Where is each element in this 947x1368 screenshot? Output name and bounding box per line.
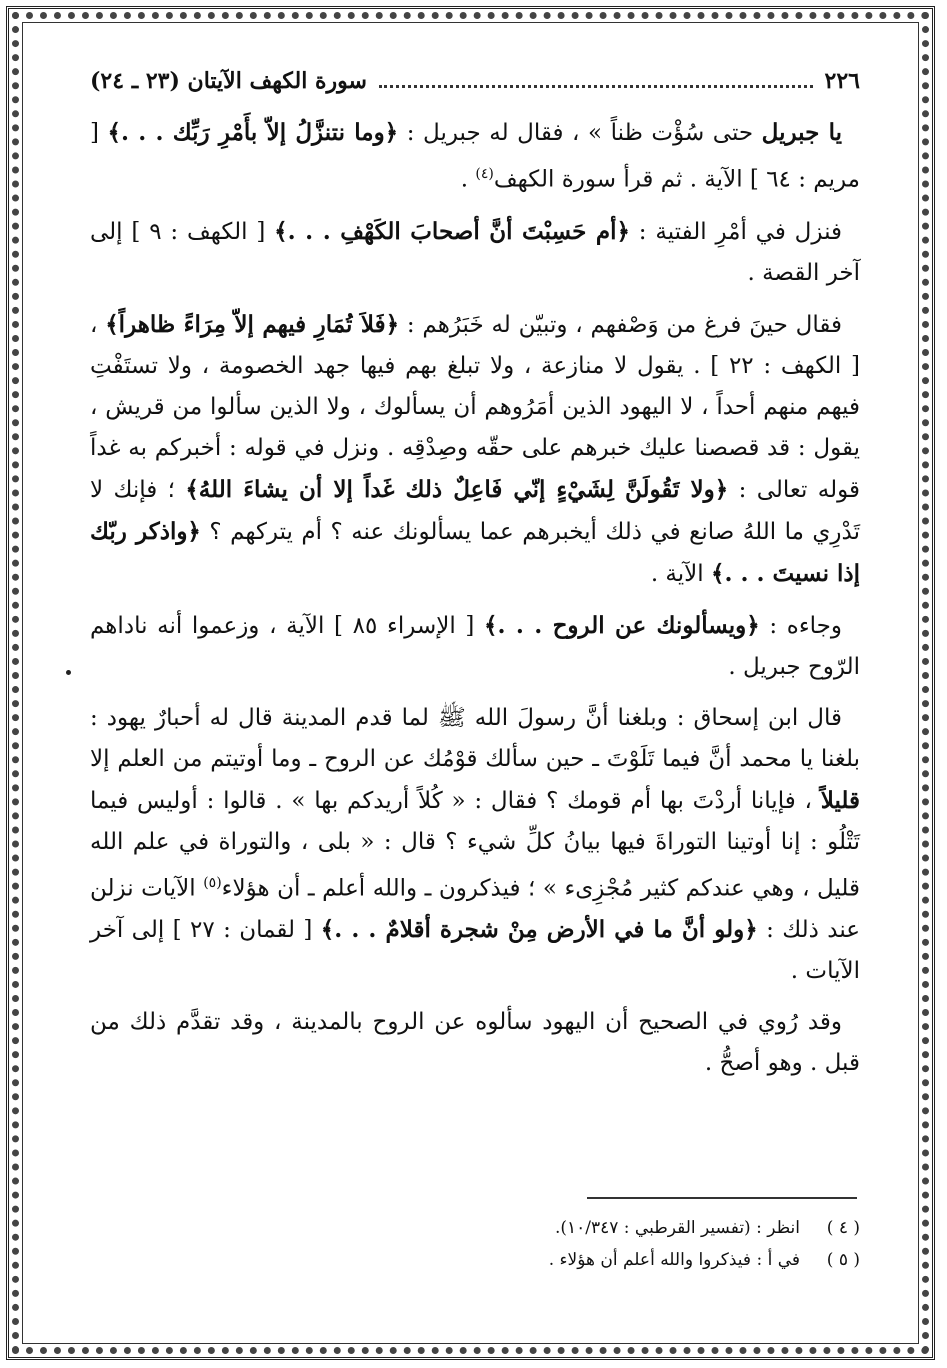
quran-quote: ﴿فَلاَ تُمَارِ فيهم إلاّ مِرَاءً ظاهراً﴾ <box>105 310 400 338</box>
page-content <box>90 68 860 1094</box>
running-head <box>90 68 860 112</box>
body-text <box>90 112 860 1084</box>
quran-quote: ﴿ويسألونك عن الروح . . .﴾ <box>484 611 760 639</box>
header-dot-leader <box>379 85 813 88</box>
footnote-number: ( ٤ ) <box>826 1218 860 1238</box>
paragraph-p6 <box>90 1002 860 1084</box>
quran-quote: قليلاً <box>820 786 860 814</box>
footnote-text: انظر : (تفسير القرطبي : ١٠/٣٤٧). <box>554 1218 800 1238</box>
paragraph-p5 <box>90 698 860 993</box>
paragraph-p2 <box>90 211 860 294</box>
paragraph-text: [ لقمان : ٢٧ ] إلى آخر الآيات . <box>90 917 860 985</box>
quran-quote: ﴿أم حَسِبْتَ أنَّ أصحابَ الكَهْفِ . . .﴾ <box>274 217 630 245</box>
page-number: ٢٢٦ <box>824 68 860 94</box>
paragraph-p1 <box>90 112 860 201</box>
paragraph-p3 <box>90 304 860 595</box>
paragraph-text: وجاءه : <box>759 612 842 639</box>
quran-quote: ﴿ولا تَقُولَنَّ لِشَيْءٍ إنّي فَاعِلٌ ذلك غَداً إلا أن يشاءَ اللهُ﴾ <box>185 475 729 503</box>
footnotes <box>90 1212 860 1276</box>
paragraph-text: [ الكهف : ٩ ] إلى آخر القصة . <box>90 218 860 286</box>
footnote-item <box>90 1244 860 1276</box>
paragraph-p4 <box>90 605 860 688</box>
quran-quote: ﴿ولو أنَّ ما في الأرض مِنْ شجرة أقلامٌ . . .﴾ <box>320 916 758 944</box>
footnote-item <box>90 1212 860 1244</box>
footnote-rule <box>587 1197 857 1199</box>
paragraph-text: فنزل في أمْرِ الفتية : <box>629 218 843 245</box>
margin-mark <box>66 670 71 675</box>
paragraph-text: ، فإيانا أردْتَ بها أم قومك ؟ فقال : « كُلاً أريدكم بها » . قالوا : أوليس فيما تَتْلُو : إنا أوتينا التوراةَ فيها بيانُ كلِّ شيء ؟ قال : « بلى ، والتوراة في علم الله قليل ، وهي عندكم كثير مُجْزِىء » ؛ فيذكرون ـ والله أعلم ـ أن هؤلاء <box>90 787 860 902</box>
paragraph-text: ، [ الكهف : ٢٢ ] . يقول لا منازعة ، ولا تبلغ بهم فيها جهد الخصومة ، ولا تستَفْتِ فيهم منهم أحداً ، لا اليهود الذين أمَرُوهم أن يسألوك ، ولا الذين سألوا من قريش ، يقول : قد قصصنا عليك خبرهم على حقّه وصِدْقِه . ونزل في قوله : أخبركم به غداً قوله تعالى : <box>90 311 860 503</box>
footnote-number: ( ٥ ) <box>826 1250 860 1270</box>
quran-quote: ﴿وما نتنزَّلُ إلاّ بأَمْرِ رَبِّك . . .﴾ <box>107 119 399 146</box>
paragraph-text: . <box>460 166 476 193</box>
paragraph-text: الآية . <box>650 560 711 587</box>
paragraph-text: قال ابن إسحاق : وبلغنا أنَّ رسولَ الله ﷺ لما قدم المدينة قال له أحبارٌ يهود : بلغنا يا محمد أنَّ فيما تَلَوْتَ ـ حين سألك قوْمُك عن الروح ـ وما أوتيتم من العلم إلا <box>90 704 860 772</box>
page-title: سورة الكهف الآيتان (٢٣ ـ ٢٤) <box>90 68 367 94</box>
paragraph-text: فقال حينَ فرغ من وَصْفهم ، وتبيّن له خَبَرُهم : <box>399 311 842 338</box>
paragraph-text: الآيات نزلن عند ذلك : <box>90 875 860 944</box>
paragraph-text: حتى سُؤْت ظناً » ، فقال له جبريل : <box>398 120 762 146</box>
quran-quote: ﴿واذكر ربّك إذا نسيتَ . . .﴾ <box>90 517 860 587</box>
paragraph-text: ؛ فإنك لا تَدْرِي ما اللهُ صانع في ذلك أيخبرهم عما يسألونك عنه ؟ أم يتركهم ؟ <box>90 476 860 545</box>
paragraph-text: [ الإسراء ٨٥ ] الآية ، وزعموا أنه ناداهم الرّوح جبريل . <box>90 612 860 680</box>
paragraph-text: [ مريم : ٦٤ ] الآية . ثم قرأ سورة الكهف <box>90 120 860 193</box>
quran-quote: يا جبريل <box>761 119 842 146</box>
footnote-ref: (٤) <box>475 166 494 182</box>
footnote-text: في أ : فيذكروا والله أعلم أن هؤلاء . <box>548 1250 800 1270</box>
paragraph-text: وقد رُوي في الصحيح أن اليهود سألوه عن الروح بالمدينة ، وقد تقدَّم ذلك من قبل . وهو أصحُّ . <box>90 1009 860 1077</box>
footnote-ref: (٥) <box>203 874 222 891</box>
